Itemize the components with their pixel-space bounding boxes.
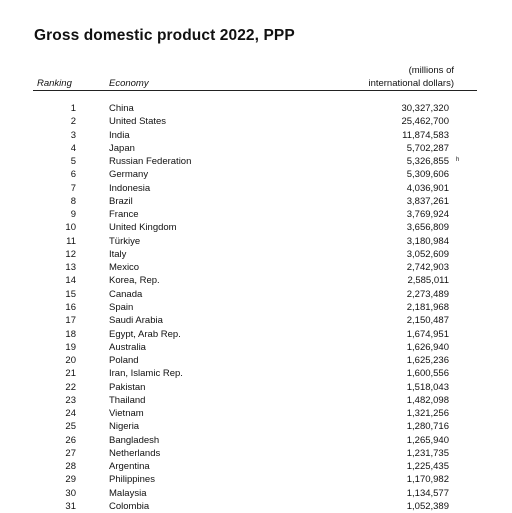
table-row <box>0 142 512 155</box>
table-row <box>0 248 512 261</box>
rank-cell: 2 <box>70 116 76 128</box>
economy-cell: Korea, Rep. <box>109 275 160 287</box>
value-cell: 3,052,609 <box>406 248 449 260</box>
economy-cell: Nigeria <box>109 421 140 433</box>
value-cell: 1,280,716 <box>406 421 449 433</box>
rank-cell: 29 <box>65 474 76 486</box>
rank-cell: 27 <box>65 447 76 459</box>
rank-cell: 23 <box>65 394 76 406</box>
economy-cell: Mexico <box>109 262 140 274</box>
value-cell: 3,769,924 <box>406 209 449 221</box>
economy-cell: Spain <box>109 301 134 313</box>
value-cell: 1,225,435 <box>406 461 449 473</box>
value-cell: 4,036,901 <box>406 182 449 194</box>
rank-cell: 25 <box>65 421 76 433</box>
value-cell: 1,600,556 <box>406 368 449 380</box>
units-note <box>368 65 454 90</box>
value-cell: 3,180,984 <box>406 235 449 247</box>
page-title: Gross domestic product 2022, PPP <box>34 27 295 44</box>
table-row <box>0 274 512 287</box>
rank-cell: 10 <box>65 222 76 234</box>
table-row <box>0 301 512 314</box>
economy-cell: Türkiye <box>109 235 141 247</box>
rank-cell: 18 <box>65 328 76 340</box>
rank-cell: 12 <box>65 248 76 260</box>
economy-cell: Malaysia <box>109 487 147 499</box>
economy-cell: Bangladesh <box>109 434 160 446</box>
rank-cell: 28 <box>65 461 76 473</box>
economy-cell: Australia <box>109 341 146 353</box>
economy-cell: Brazil <box>109 195 133 207</box>
value-cell: 25,462,700 <box>401 116 449 128</box>
value-cell: 2,742,903 <box>406 262 449 274</box>
rank-cell: 26 <box>65 434 76 446</box>
economy-cell: Iran, Islamic Rep. <box>109 368 183 380</box>
value-cell: 2,273,489 <box>406 288 449 300</box>
rank-cell: 5 <box>70 156 76 168</box>
value-cell: 1,625,236 <box>406 355 449 367</box>
value-cell: 1,052,389 <box>406 500 449 512</box>
economy-cell: Egypt, Arab Rep. <box>109 328 181 340</box>
rank-cell: 15 <box>65 288 76 300</box>
table-row <box>0 288 512 301</box>
table-row <box>0 354 512 367</box>
economy-cell: France <box>109 209 139 221</box>
economy-cell: Pakistan <box>109 381 146 393</box>
value-cell: 11,874,583 <box>402 129 449 141</box>
table-row <box>0 314 512 327</box>
column-header-ranking: Ranking <box>37 78 72 89</box>
rank-cell: 30 <box>65 487 76 499</box>
value-cell: 1,674,951 <box>406 328 449 340</box>
value-cell: 5,326,855 <box>406 156 449 168</box>
table-row <box>0 460 512 473</box>
units-line-2: international dollars) <box>368 77 454 89</box>
table-row <box>0 381 512 394</box>
rank-cell: 22 <box>65 381 76 393</box>
value-cell: 3,837,261 <box>406 195 449 207</box>
value-cell: 2,181,968 <box>406 301 449 313</box>
table-row <box>0 115 512 128</box>
rank-cell: 21 <box>65 368 76 380</box>
value-cell: 5,309,606 <box>406 169 449 181</box>
value-cell: 1,231,735 <box>406 447 449 459</box>
value-cell: 2,150,487 <box>406 315 449 327</box>
header-divider <box>33 90 477 91</box>
economy-cell: Russian Federation <box>109 156 192 168</box>
economy-cell: Germany <box>109 169 149 181</box>
table-row <box>0 129 512 142</box>
table-row <box>0 182 512 195</box>
rank-cell: 6 <box>70 169 76 181</box>
economy-cell: Saudi Arabia <box>109 315 163 327</box>
value-cell: 1,134,577 <box>406 487 449 499</box>
rank-cell: 13 <box>65 262 76 274</box>
economy-cell: Canada <box>109 288 143 300</box>
rank-cell: 11 <box>66 235 76 247</box>
units-line-1: (millions of <box>408 65 454 76</box>
table-row <box>0 261 512 274</box>
value-cell: 1,321,256 <box>406 408 449 420</box>
table-row <box>0 328 512 341</box>
value-cell: 1,626,940 <box>406 341 449 353</box>
economy-cell: Poland <box>109 355 139 367</box>
economy-cell: Netherlands <box>109 447 161 459</box>
rank-cell: 24 <box>65 408 76 420</box>
rank-cell: 3 <box>70 129 76 141</box>
rank-cell: 1 <box>70 103 76 114</box>
economy-cell: Indonesia <box>109 182 151 194</box>
value-cell: 1,482,098 <box>406 394 449 406</box>
table-row <box>0 487 512 500</box>
table-row <box>0 221 512 234</box>
economy-cell: Vietnam <box>109 408 144 420</box>
economy-cell: Philippines <box>109 474 155 486</box>
economy-cell: Thailand <box>109 394 146 406</box>
value-cell: 2,585,011 <box>407 275 449 287</box>
rank-cell: 19 <box>65 341 76 353</box>
rank-cell: 16 <box>65 301 76 313</box>
economy-cell: Argentina <box>109 461 150 473</box>
table-row <box>0 195 512 208</box>
value-cell: 1,170,982 <box>406 474 449 486</box>
economy-cell: India <box>109 129 130 141</box>
value-cell: 1,518,043 <box>406 381 449 393</box>
table-row <box>0 407 512 420</box>
economy-cell: Japan <box>109 142 135 154</box>
value-cell: 30,327,320 <box>401 103 449 114</box>
ranking-table <box>0 102 512 513</box>
table-row <box>0 102 512 115</box>
rank-cell: 20 <box>65 355 76 367</box>
table-row <box>0 473 512 486</box>
value-cell: 1,265,940 <box>406 434 449 446</box>
rank-cell: 7 <box>70 182 76 194</box>
economy-cell: China <box>109 103 134 114</box>
table-row <box>0 447 512 460</box>
table-row <box>0 367 512 380</box>
economy-cell: Colombia <box>109 500 150 512</box>
table-row <box>0 341 512 354</box>
column-header-economy: Economy <box>109 78 149 89</box>
economy-cell: Italy <box>109 248 127 260</box>
table-row <box>0 394 512 407</box>
value-cell: 3,656,809 <box>406 222 449 234</box>
rank-cell: 9 <box>70 209 76 221</box>
footnote-marker: h <box>456 157 460 164</box>
table-row <box>0 420 512 433</box>
rank-cell: 14 <box>65 275 76 287</box>
table-row <box>0 168 512 181</box>
table-row <box>0 155 512 168</box>
economy-cell: United States <box>109 116 167 128</box>
rank-cell: 31 <box>65 500 76 512</box>
rank-cell: 4 <box>70 142 76 154</box>
value-cell: 5,702,287 <box>406 142 449 154</box>
table-row <box>0 235 512 248</box>
table-row <box>0 208 512 221</box>
rank-cell: 17 <box>65 315 76 327</box>
table-row <box>0 500 512 513</box>
table-row <box>0 434 512 447</box>
rank-cell: 8 <box>70 195 76 207</box>
economy-cell: United Kingdom <box>109 222 177 234</box>
